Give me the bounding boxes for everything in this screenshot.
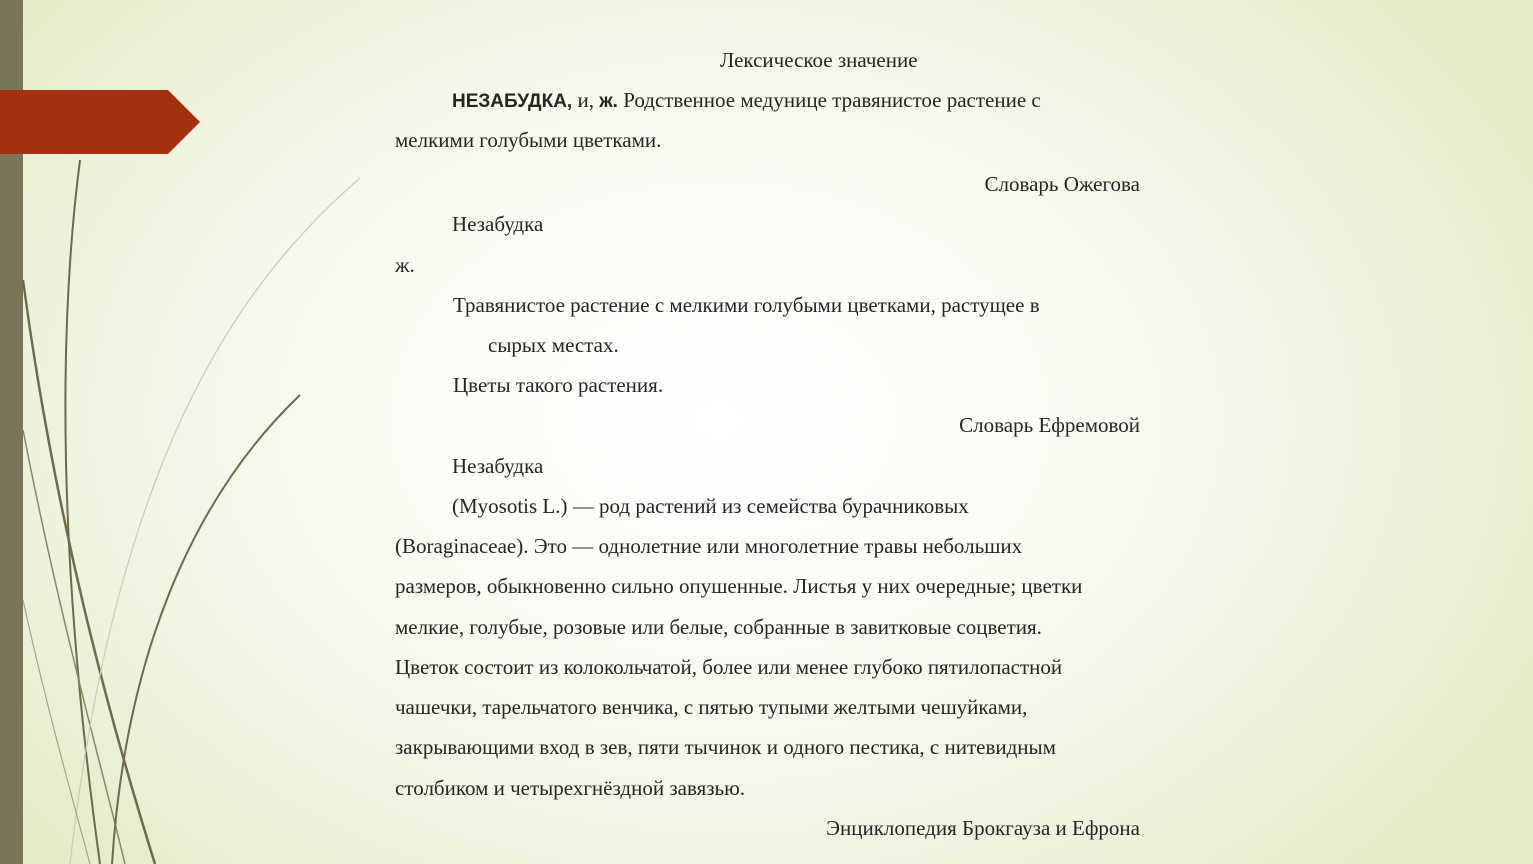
ozhegov-gender: ж. (599, 91, 618, 112)
ozhegov-definition-2: мелкими голубыми цветками. (395, 128, 662, 152)
slide-heading: Лексическое значение (720, 48, 918, 72)
brockhaus-line: чашечки, тарельчатого венчика, с пятью тупыми желтыми чешуйками, (395, 695, 1028, 719)
ozhegov-grammar: и, (572, 88, 600, 112)
brockhaus-line: закрывающими вход в зев, пяти тычинок и одного пестика, с нитевидным (395, 735, 1056, 759)
brockhaus-source: Энциклопедия Брокгауза и Ефрона (826, 816, 1140, 840)
ozhegov-source: Словарь Ожегова (984, 172, 1140, 196)
efremova-sense1-line1: Травянистое растение с мелкими голубыми цветками, растущее в (453, 293, 1040, 317)
ozhegov-definition-1: Родственное медунице травянистое растение с (617, 88, 1041, 112)
efremova-sense1-line2: сырых местах. (488, 333, 619, 357)
efremova-gender: ж. (395, 253, 415, 277)
efremova-sense2: Цветы такого растения. (453, 373, 664, 397)
brockhaus-line: мелкие, голубые, розовые или белые, собранные в завитковые соцветия. (395, 615, 1042, 639)
brockhaus-line: Цветок состоит из колокольчатой, более или менее глубоко пятилопастной (395, 655, 1063, 679)
brockhaus-headword: Незабудка (452, 454, 544, 478)
efremova-headword: Незабудка (452, 212, 544, 236)
brockhaus-line: (Boraginaceae). Это — однолетние или многолетние травы небольших (395, 534, 1023, 558)
brockhaus-line: (Myosotis L.) — род растений из семейства бурачниковых (452, 494, 969, 518)
brockhaus-line: размеров, обыкновенно сильно опушенные. Листья у них очередные; цветки (395, 574, 1083, 598)
red-arrow-banner (0, 90, 200, 154)
ozhegov-headword: НЕЗАБУДКА, (452, 91, 573, 112)
efremova-source: Словарь Ефремовой (959, 413, 1140, 437)
slide-content (395, 0, 1140, 864)
brockhaus-line: столбиком и четырехгнёздной завязью. (395, 776, 746, 800)
ozhegov-entry-line1 (452, 87, 1041, 115)
